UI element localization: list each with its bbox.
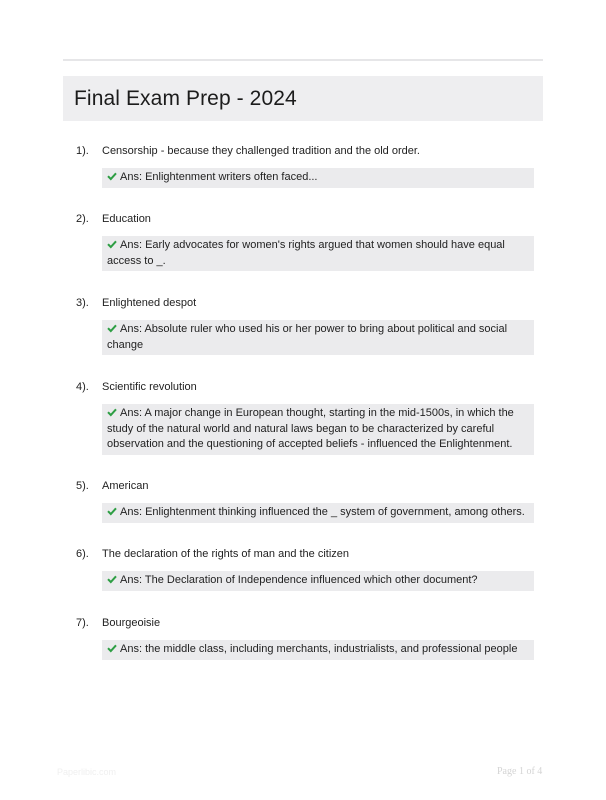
question-number: 2). (76, 213, 89, 225)
check-icon (107, 506, 117, 516)
answer-text: Ans: The Declaration of Independence influenced which other document? (120, 574, 478, 586)
page-number: Page 1 of 4 (497, 766, 543, 777)
answer-box (102, 236, 534, 271)
check-icon (107, 171, 117, 181)
check-icon (107, 323, 117, 333)
question-text: The declaration of the rights of man and the citizen (102, 548, 350, 560)
page-title: Final Exam Prep - 2024 (74, 86, 297, 110)
question-text: Scientific revolution (102, 381, 197, 393)
question-text: Education (102, 213, 151, 225)
check-icon (107, 239, 117, 249)
qa-item-4 (63, 379, 543, 478)
question-text: Bourgeoisie (102, 617, 161, 629)
answer-box (102, 404, 534, 455)
qa-list (63, 143, 543, 675)
answer-box (102, 503, 534, 523)
question-text: Censorship - because they challenged tradition and the old order. (102, 145, 420, 157)
qa-item-5 (63, 478, 543, 546)
answer-box (102, 640, 534, 660)
check-icon (107, 574, 117, 584)
answer-text: Ans: Enlightenment thinking influenced the _ system of government, among others. (120, 506, 525, 518)
top-divider (63, 59, 543, 61)
qa-item-2 (63, 211, 543, 295)
question-number: 6). (76, 548, 89, 560)
check-icon (107, 407, 117, 417)
qa-item-3 (63, 295, 543, 379)
footer-watermark: Paperlibic.com (57, 767, 117, 777)
question-number: 3). (76, 297, 89, 309)
answer-text: Ans: Enlightenment writers often faced... (120, 171, 318, 183)
question-number: 1). (76, 145, 89, 157)
answer-text: Ans: A major change in European thought, starting in the mid-1500s, in which the study of the natural world and natural laws began to be characterized by careful observation and the questioning of accepted beliefs - influenced the Enlightenment. (107, 407, 514, 450)
answer-text: Ans: Early advocates for women's rights argued that women should have equal access to _. (107, 239, 505, 267)
question-text: American (102, 480, 149, 492)
qa-item-6 (63, 546, 543, 615)
answer-text: Ans: Absolute ruler who used his or her power to bring about political and social change (107, 323, 508, 351)
qa-item-1 (63, 143, 543, 211)
question-number: 5). (76, 480, 89, 492)
question-text: Enlightened despot (102, 297, 197, 309)
title-bar (63, 76, 543, 121)
question-number: 4). (76, 381, 89, 393)
answer-box (102, 571, 534, 591)
check-icon (107, 643, 117, 653)
qa-item-7 (63, 615, 543, 675)
answer-box (102, 168, 534, 188)
question-number: 7). (76, 617, 89, 629)
answer-box (102, 320, 534, 355)
answer-text: Ans: the middle class, including merchants, industrialists, and professional people (120, 643, 518, 655)
